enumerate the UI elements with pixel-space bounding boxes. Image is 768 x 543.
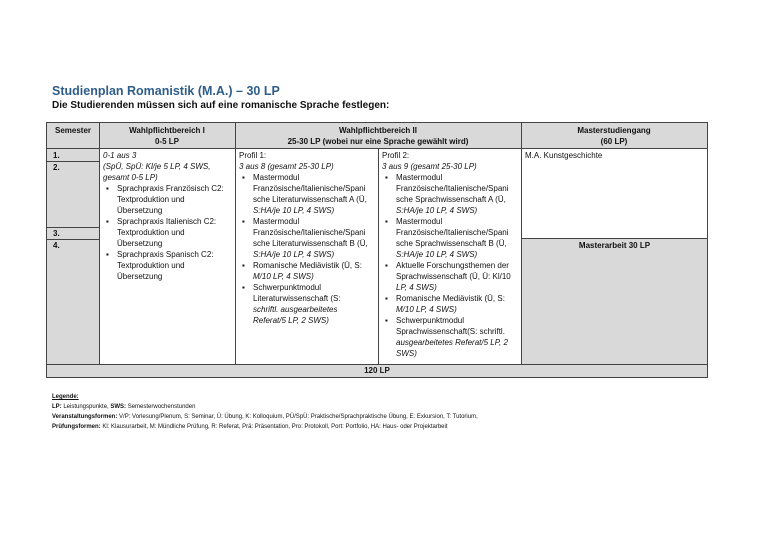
header-semester-label: Semester bbox=[54, 126, 92, 135]
legend-line-pruefung: Prüfungsformen: Kl: Klausurarbeit, M: Mündliche Prüfung, R: Referat, Prä: Präsentation, Pro: Protokoll, Port: Portfolio, HA: Haus- oder Projektarbeit bbox=[52, 424, 448, 430]
wpb1-list bbox=[103, 183, 233, 282]
list-item: ▪ Aktuelle Forschungsthemen der Sprachwissenschaft (Ü, Ü: Kl/10 LP, 4 SWS) bbox=[382, 260, 520, 293]
semester-label: 4. bbox=[53, 241, 60, 250]
profil1-list bbox=[239, 172, 376, 326]
header-master bbox=[521, 123, 707, 149]
master-thesis: Masterarbeit 30 LP bbox=[578, 241, 651, 250]
divider bbox=[235, 123, 236, 365]
header-wpb2-lp: 25-30 LP (wobei nur eine Sprache gewählt wird) bbox=[287, 137, 469, 146]
list-item: ▪ Romanische Mediävistik (Ü, S: M/10 LP, 4 SWS) bbox=[382, 293, 520, 315]
profil2-subtitle: 3 aus 9 (gesamt 25-30 LP) bbox=[382, 162, 477, 171]
header-semester bbox=[47, 123, 99, 149]
wpb1-choice: 0-1 aus 3 bbox=[103, 151, 137, 160]
header-master-label: Masterstudiengang bbox=[577, 126, 651, 135]
wpb1-cell bbox=[103, 150, 233, 282]
header-wpb2-label: Wahlpflichtbereich II bbox=[339, 126, 417, 135]
list-item: ▪ Sprachpraxis Spanisch C2: Textproduktion und Übersetzung bbox=[103, 249, 233, 282]
profil1-cell bbox=[239, 150, 376, 326]
legend-heading: Legende: bbox=[52, 394, 79, 400]
header-wpb2 bbox=[235, 123, 521, 149]
divider bbox=[521, 238, 707, 239]
legend-line-veranstaltung: Veranstaltungsformen: V/P: Vorlesung/Plenum, S: Seminar, Ü: Übung, K: Kolloquium, PÜ/SpÜ: Praktische/Sprachpraktische Übung, E: Exkursion, T: Tutorium, bbox=[52, 414, 478, 420]
total-lp-label: 120 LP bbox=[364, 366, 390, 375]
list-item: ▪ Sprachpraxis Italienisch C2: Textproduktion und Übersetzung bbox=[103, 216, 233, 249]
list-item: ▪ Mastermodul Französische/Italienische/Spani sche Sprachwissenschaft A (Ü, S:HA/je 10 LP, 4 SWS) bbox=[382, 172, 520, 216]
list-item: ▪ Sprachpraxis Französisch C2: Textproduktion und Übersetzung bbox=[103, 183, 233, 216]
page-title: Studienplan Romanistik (M.A.) – 30 LP bbox=[52, 84, 280, 98]
list-item: ▪ Schwerpunktmodul Literaturwissenschaft (S: schriftl. ausgearbeitetes Referat/5 LP, 2 SWS) bbox=[239, 282, 376, 326]
header-wpb1 bbox=[99, 123, 235, 149]
list-item: ▪ Romanische Mediävistik (Ü, S: M/10 LP, 4 SWS) bbox=[239, 260, 376, 282]
profil1-subtitle: 3 aus 8 (gesamt 25-30 LP) bbox=[239, 162, 334, 171]
master-thesis-shade bbox=[522, 238, 707, 365]
header-wpb1-label: Wahlpflichtbereich I bbox=[129, 126, 205, 135]
legend-line-lp: LP: Leistungspunkte, SWS: Semesterwochenstunden bbox=[52, 404, 196, 410]
list-item: ▪ Schwerpunktmodul Sprachwissenschaft(S: schriftl. ausgearbeitetes Referat/5 LP, 2 SWS) bbox=[382, 315, 520, 359]
wpb1-detail: (SpÜ, SpÜ: Kl/je 5 LP, 4 SWS, bbox=[103, 162, 211, 171]
semester-label: 1. bbox=[53, 151, 60, 160]
study-plan-table bbox=[46, 122, 708, 378]
page-subtitle: Die Studierenden müssen sich auf eine romanische Sprache festlegen: bbox=[52, 100, 390, 111]
list-item: ▪ Mastermodul Französische/Italienische/Spani sche Sprachwissenschaft B (Ü, S:HA/je 10 LP, 4 SWS) bbox=[382, 216, 520, 260]
profil1-title: Profil 1: bbox=[239, 151, 267, 160]
profil2-cell bbox=[382, 150, 520, 359]
divider bbox=[99, 123, 100, 365]
wpb1-detail: gesamt 0-5 LP) bbox=[103, 173, 158, 182]
legend bbox=[52, 392, 478, 432]
semester-label: 2. bbox=[53, 163, 60, 172]
list-item: ▪ Mastermodul Französische/Italienische/Spani sche Literaturwissenschaft B (Ü, S:HA/je 10 LP, 4 SWS) bbox=[239, 216, 376, 260]
divider bbox=[378, 149, 379, 365]
semester-label: 3. bbox=[53, 229, 60, 238]
header-wpb1-lp: 0-5 LP bbox=[154, 137, 179, 146]
master-course: M.A. Kunstgeschichte bbox=[525, 151, 603, 160]
semester-column-shade bbox=[47, 149, 99, 365]
list-item: ▪ Mastermodul Französische/Italienische/Spani sche Literaturwissenschaft A (Ü, S:HA/je 10 LP, 4 SWS) bbox=[239, 172, 376, 216]
total-lp bbox=[47, 364, 707, 377]
profil2-title: Profil 2: bbox=[382, 151, 410, 160]
header-master-lp: (60 LP) bbox=[600, 137, 628, 146]
profil2-list bbox=[382, 172, 520, 359]
